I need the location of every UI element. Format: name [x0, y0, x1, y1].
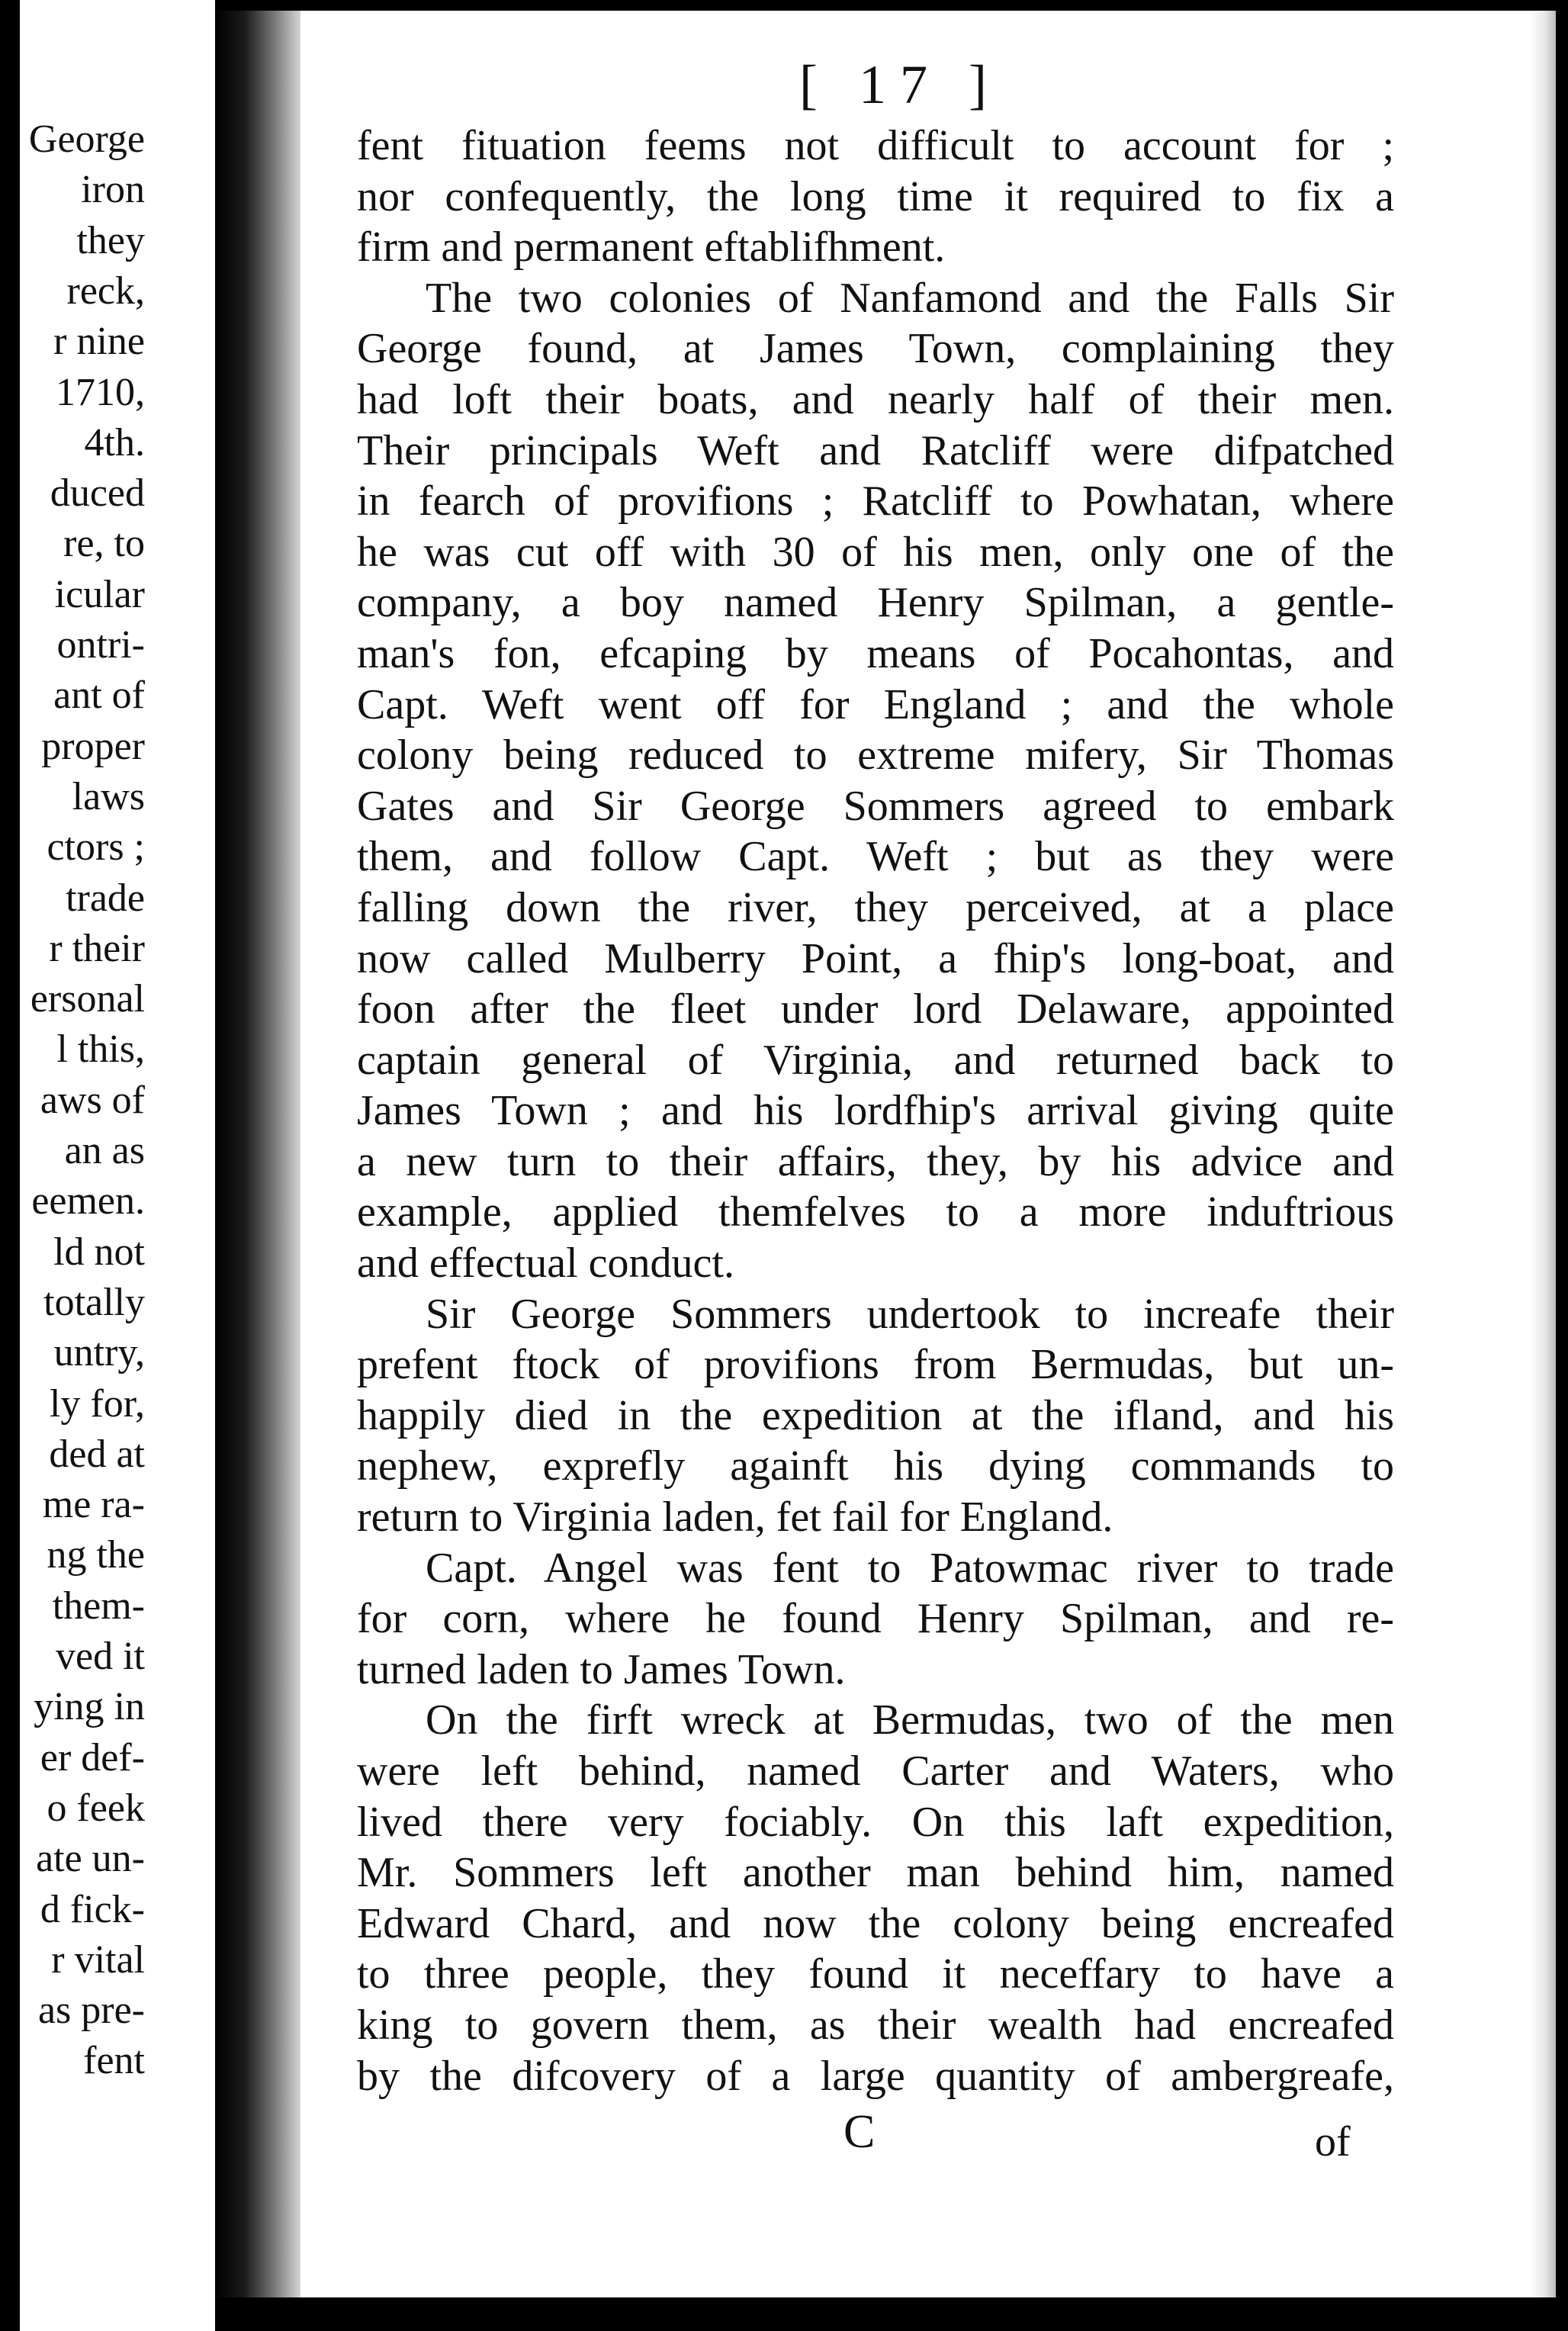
text-line: king to govern them, as their wealth had encreafed — [357, 2001, 1394, 2049]
left-page-line-fragment: ersonal — [30, 977, 145, 1021]
left-page-line-fragment: o feek — [47, 1786, 145, 1830]
text-line: nor confequently, the long time it required to fix a — [357, 172, 1394, 220]
page-edge-shade — [1530, 11, 1556, 2297]
left-page-line-fragment: ying in — [34, 1685, 145, 1729]
scan-edge-left — [0, 0, 20, 2331]
left-page-line-fragment: ld not — [53, 1230, 145, 1274]
text-line: Their principals Weft and Ratcliff were difpatched — [357, 426, 1394, 474]
left-page-line-fragment: ate un- — [36, 1837, 145, 1881]
left-page-line-fragment: er def- — [40, 1735, 145, 1780]
text-line: foon after the fleet under lord Delaware, appointed — [357, 985, 1394, 1034]
scan-edge-bottom — [215, 2297, 1568, 2331]
left-page-line-fragment: ontri- — [56, 623, 145, 667]
left-page-line-fragment: aws of — [40, 1078, 145, 1122]
left-page-line-fragment: as pre- — [37, 1989, 145, 2033]
text-line: to three people, they found it neceffary to have a — [357, 1950, 1394, 1998]
left-page-line-fragment: reck, — [66, 268, 145, 313]
text-line: return to Virginia laden, fet fail for England. — [357, 1493, 1113, 1542]
left-page-line-fragment: laws — [72, 774, 145, 818]
left-page-line-fragment: 4th. — [84, 420, 145, 465]
signature-mark: C — [843, 2106, 876, 2158]
text-line: falling down the river, they perceived, at a place — [357, 883, 1394, 931]
text-line: were left behind, named Carter and Waters, who — [357, 1747, 1394, 1795]
catchword: of — [1315, 2118, 1351, 2165]
left-page-line-fragment: ly for, — [50, 1381, 145, 1426]
text-line: fent fituation feems not difficult to account for ; — [357, 122, 1394, 169]
text-line: and effectual conduct. — [357, 1239, 734, 1288]
text-line: happily died in the expedition at the ifland, and his — [357, 1391, 1394, 1439]
text-line: Edward Chard, and now the colony being encreafed — [357, 1899, 1394, 1947]
left-page-line-fragment: 1710, — [56, 370, 145, 414]
left-page-line-fragment: ctors ; — [47, 825, 145, 870]
text-line: had loft their boats, and nearly half of their men. — [357, 375, 1394, 423]
text-line: in fearch of provifions ; Ratcliff to Powhatan, where — [357, 477, 1394, 526]
text-line: On the firft wreck at Bermudas, two of the men — [426, 1696, 1394, 1744]
left-page-line-fragment: ng the — [47, 1533, 145, 1577]
book-gutter-shadow — [215, 0, 300, 2331]
left-page-line-fragment: ved it — [56, 1635, 145, 1678]
left-page-line-fragment: ded at — [49, 1432, 145, 1476]
left-page-line-fragment: d fick- — [40, 1887, 145, 1931]
left-page-line-fragment: eemen. — [31, 1179, 145, 1223]
text-line: Sir George Sommers undertook to increafe their — [426, 1290, 1394, 1338]
text-line: Capt. Angel was fent to Patowmac river to trade — [426, 1544, 1394, 1592]
scan-edge-right — [1556, 0, 1568, 2331]
left-page-line-fragment: r vital — [51, 1937, 145, 1982]
text-line: he was cut off with 30 of his men, only one of the — [357, 528, 1394, 576]
text-line: example, applied themfelves to a more induftrious — [357, 1188, 1394, 1236]
body-text — [357, 121, 1394, 2101]
text-line: nephew, exprefly againft his dying commands to — [357, 1442, 1394, 1490]
text-line: lived there very fociably. On this laft expedition, — [357, 1798, 1394, 1846]
text-line: a new turn to their affairs, they, by his advice and — [357, 1137, 1394, 1185]
text-line: Gates and Sir George Sommers agreed to embark — [357, 782, 1394, 830]
text-line: Mr. Sommers left another man behind him, named — [357, 1849, 1394, 1897]
left-page-line-fragment: trade — [66, 876, 145, 920]
text-line: them, and follow Capt. Weft ; but as they were — [357, 833, 1394, 881]
text-line: firm and permanent eftablifhment. — [357, 223, 946, 272]
left-page-line-fragment: re, to — [63, 522, 145, 566]
scan-edge-top — [215, 0, 1568, 11]
text-line: James Town ; and his lordfhip's arrival giving quite — [357, 1087, 1394, 1135]
text-line: George found, at James Town, complaining they — [357, 325, 1394, 373]
text-line: prefent ftock of provifions from Bermudas, but un- — [357, 1341, 1394, 1389]
text-line: captain general of Virginia, and returned back to — [357, 1036, 1394, 1084]
left-page-line-fragment: proper — [41, 724, 145, 768]
left-page-line-fragment: untry, — [53, 1331, 145, 1375]
text-line: Capt. Weft went off for England ; and the whole — [357, 680, 1394, 728]
text-line: The two colonies of Nanfamond and the Falls Sir — [426, 274, 1394, 322]
left-facing-page — [0, 0, 215, 2331]
text-line: company, a boy named Henry Spilman, a gentle- — [357, 579, 1394, 627]
text-line: man's fon, efcaping by means of Pocahontas, and — [357, 629, 1394, 677]
left-page-line-fragment: r nine — [53, 320, 145, 364]
text-line: by the difcovery of a large quantity of ambergreafe, — [357, 2052, 1394, 2100]
left-page-line-fragment: fent — [83, 2039, 145, 2083]
page-number-header: [ 17 ] — [799, 54, 1001, 115]
text-line: for corn, where he found Henry Spilman, and re- — [357, 1595, 1394, 1643]
left-page-line-fragment: ant of — [53, 674, 145, 718]
left-page-line-fragment: duced — [50, 471, 145, 516]
left-page-line-fragment: me ra- — [42, 1483, 145, 1527]
left-page-line-fragment: them- — [52, 1583, 145, 1628]
left-page-line-fragment: iron — [81, 168, 145, 212]
text-line: now called Mulberry Point, a fhip's long-boat, and — [357, 934, 1394, 982]
left-page-line-fragment: r their — [49, 926, 145, 970]
left-page-line-fragment: totally — [43, 1280, 145, 1324]
text-line: turned laden to James Town. — [357, 1645, 846, 1693]
left-page-line-fragment: George — [28, 117, 145, 161]
left-page-line-fragment: an as — [64, 1129, 145, 1172]
left-page-line-fragment: they — [76, 218, 145, 262]
left-page-line-fragment: icular — [54, 572, 145, 616]
text-line: colony being reduced to extreme mifery, Sir Thomas — [357, 731, 1394, 780]
left-page-line-fragment: l this, — [56, 1027, 145, 1072]
